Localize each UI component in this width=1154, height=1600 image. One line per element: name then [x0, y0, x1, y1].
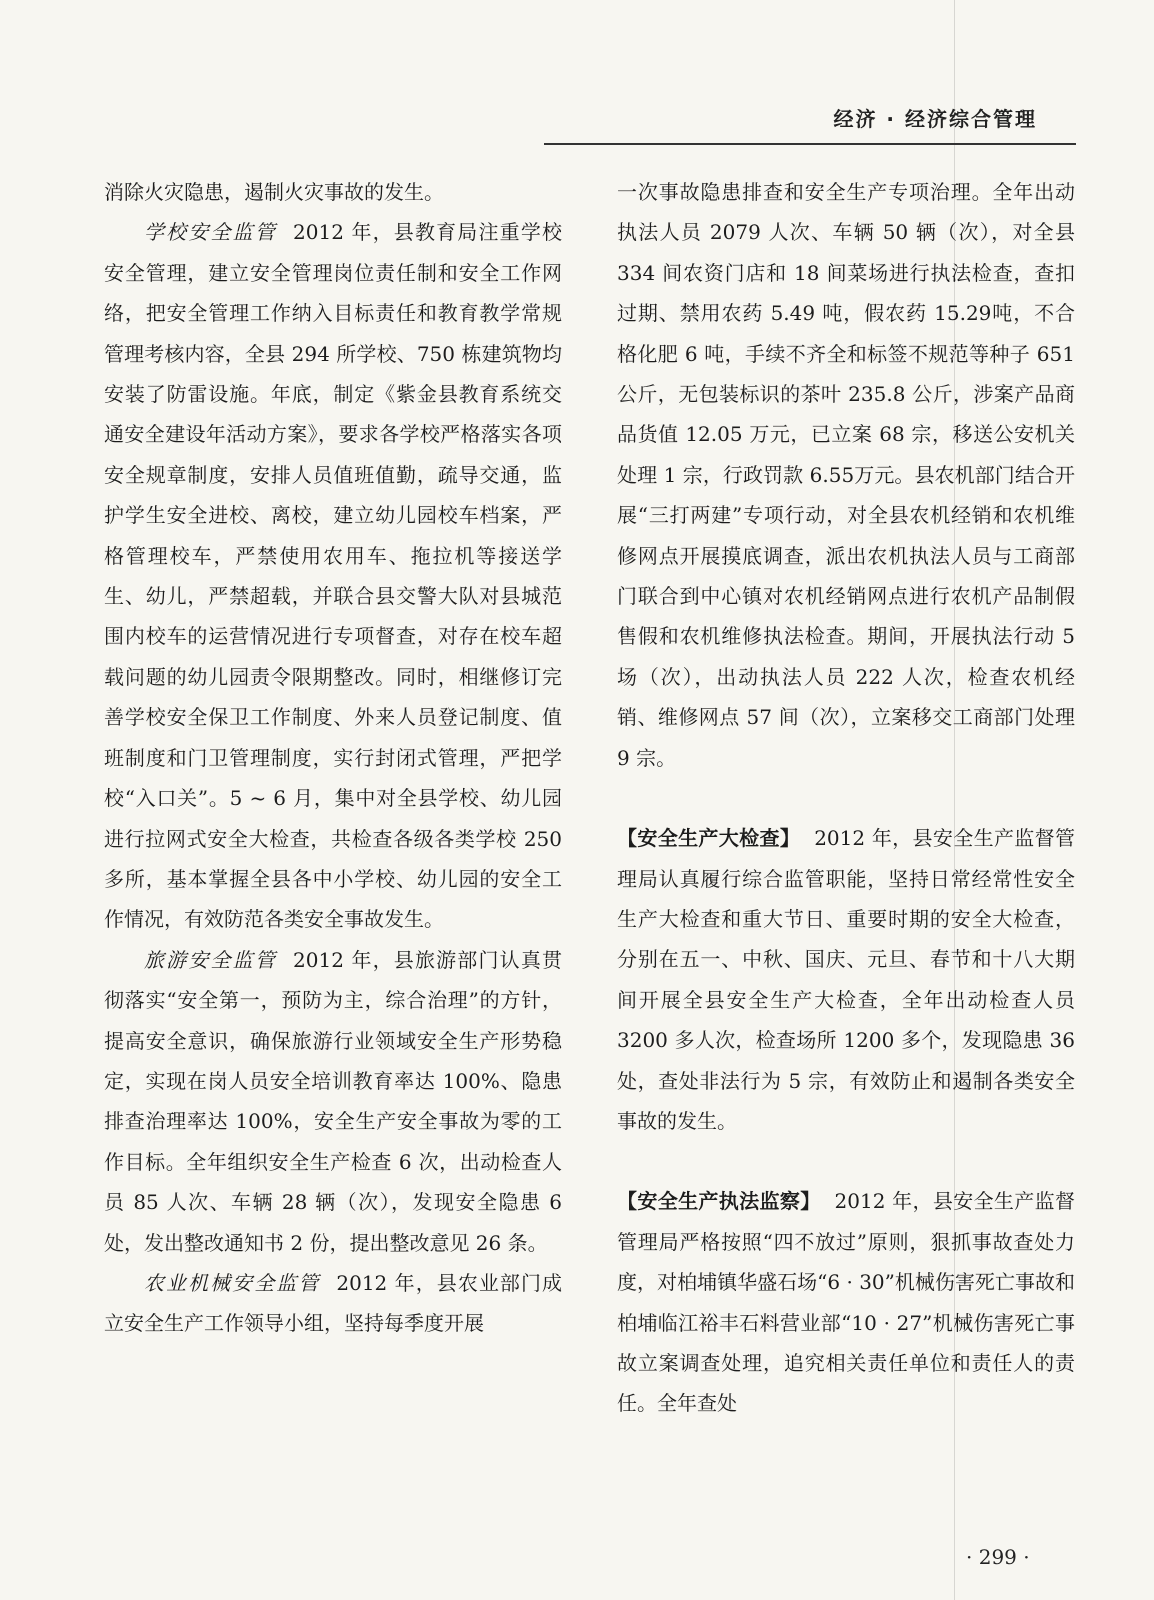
paragraph-tourism-safety: [104, 940, 562, 1263]
section-safety-inspection: [617, 818, 1075, 1141]
body-agri-machinery-safety: 2012 年，县农业部门成立安全生产工作领导小组，坚持每季度开展: [104, 1270, 562, 1336]
paragraph-fire-safety-end: 消除火灾隐患，遏制火灾事故的发生。: [104, 180, 444, 204]
subhead-school-safety: 学校安全监管: [144, 220, 278, 245]
paragraph-school-safety: [104, 212, 562, 939]
running-head: 经济 · 经济综合管理: [833, 107, 1037, 131]
section-law-enforcement: [617, 1181, 1075, 1423]
body-law-enforcement: 2012 年，县安全生产监督管理局严格按照“四不放过”原则，狠抓事故查处力度，对柏埔镇华盛石场“6 · 30”机械伤害死亡事故和柏埔临江裕丰石料营业部“10 · 27”机械伤害死亡事故立案调查处理，追究相关责任单位和责任人的责任。全年查处: [617, 1189, 1075, 1416]
body-tourism-safety: 2012 年，县旅游部门认真贯彻落实“安全第一，预防为主，综合治理”的方针，提高安全意识，确保旅游行业领域安全生产形势稳定，实现在岗人员安全培训教育率达 100%、隐患排查治理率达 100%，安全生产安全事故为零的工作目标。全年组织安全生产检查 6 次，出动检查人员 85 人次、车辆 28 辆（次），发现安全隐患 6 处，发出整改通知书 2 份，提出整改意见 26 条。: [104, 947, 562, 1255]
body-safety-inspection: 2012 年，县安全生产监督管理局认真履行综合监管职能，坚持日常经常性安全生产大检查和重大节日、重要时期的安全大检查，分别在五一、中秋、国庆、元旦、春节和十八大期间开展全县安全生产大检查，全年出动检查人员 3200 多人次，检查场所 1200 多个，发现隐患 36 处，查处非法行为 5 宗，有效防止和遏制各类安全事故的发生。: [617, 826, 1076, 1133]
right-column: [617, 172, 1075, 1424]
section-gap: [617, 1141, 1075, 1181]
paragraph-agri-machinery-safety: [104, 1263, 562, 1344]
section-gap: [617, 778, 1075, 818]
section-head-law-enforcement: 【安全生产执法监察】: [617, 1189, 821, 1214]
body-school-safety: 2012 年，县教育局注重学校安全管理，建立安全管理岗位责任制和安全工作网络，把安全管理工作纳入目标责任和教育教学常规管理考核内容，全县 294 所学校、750 栋建筑物均安装了防雷设施。年底，制定《紫金县教育系统交通安全建设年活动方案》，要求各学校严格落实各项安全规章制度，安排人员值班值勤，疏导交通，监护学生安全进校、离校，建立幼儿园校车档案，严格管理校车，严禁使用农用车、拖拉机等接送学生、幼儿，严禁超载，并联合县交警大队对县城范围内校车的运营情况进行专项督查，对存在校车超载问题的幼儿园责令限期整改。同时，相继修订完善学校安全保卫工作制度、外来人员登记制度、值班制度和门卫管理制度，实行封闭式管理，严把学校“入口关”。5 ~ 6 月，集中对全县学校、幼儿园进行拉网式安全大检查，共检查各级各类学校 250 多所，基本掌握全县各中小学校、幼儿园的安全工作情况，有效防范各类安全事故发生。: [104, 220, 562, 932]
paragraph-agri-continued: 一次事故隐患排查和安全生产专项治理。全年出动执法人员 2079 人次、车辆 50 辆（次），对全县 334 间农资门店和 18 间菜场进行执法检查，查扣过期、禁用农药 5.49 吨，假农药 15.29吨，不合格化肥 6 吨，手续不齐全和标签不规范等种子 651 公斤，无包装标识的茶叶 235.8 公斤，涉案产品商品货值 12.05 万元，已立案 68 宗，移送公安机关处理 1 宗，行政罚款 6.55万元。县农机部门结合开展“三打两建”专项行动，对全县农机经销和农机维修网点开展摸底调查，派出农机执法人员与工商部门联合到中心镇对农机经销网点进行农机产品制假售假和农机维修执法检查。期间，开展执法行动 5 场（次），出动执法人员 222 人次，检查农机经销、维修网点 57 间（次），立案移交工商部门处理 9 宗。: [617, 180, 1075, 770]
header-rule: [544, 143, 1076, 145]
subhead-agri-machinery-safety: 农业机械安全监管: [144, 1270, 321, 1295]
section-head-safety-inspection: 【安全生产大检查】: [617, 826, 801, 851]
page-number: · 299 ·: [966, 1545, 1030, 1569]
subhead-tourism-safety: 旅游安全监管: [144, 947, 278, 972]
left-column: [104, 172, 562, 1344]
